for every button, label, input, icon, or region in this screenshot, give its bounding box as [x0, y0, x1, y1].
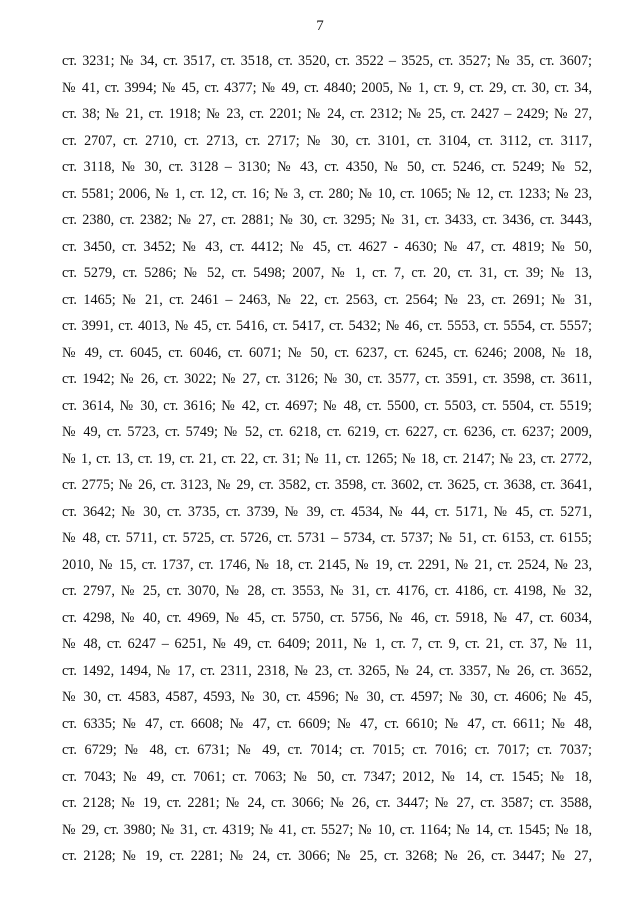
body-text — [62, 48, 592, 870]
text-line: № 49, ст. 6045, ст. 6046, ст. 6071; № 50, ст. 6237, ст. 6245, ст. 6246; 2008, № 18, — [62, 344, 592, 361]
text-line: ст. 3450, ст. 3452; № 43, ст. 4412; № 45, ст. 4627 - 4630; № 47, ст. 4819; № 50, — [62, 238, 592, 255]
text-line: ст. 2707, ст. 2710, ст. 2713, ст. 2717; № 30, ст. 3101, ст. 3104, ст. 3112, ст. 3117, — [62, 132, 592, 149]
text-line: ст. 7043; № 49, ст. 7061; ст. 7063; № 50, ст. 7347; 2012, № 14, ст. 1545; № 18, — [62, 768, 592, 785]
text-line: ст. 3231; № 34, ст. 3517, ст. 3518, ст. 3520, ст. 3522 – 3525, ст. 3527; № 35, ст. 3607; — [62, 53, 592, 69]
text-line: ст. 3614, № 30, ст. 3616; № 42, ст. 4697; № 48, ст. 5500, ст. 5503, ст. 5504, ст. 5519; — [62, 397, 592, 414]
text-line: № 49, ст. 5723, ст. 5749; № 52, ст. 6218, ст. 6219, ст. 6227, ст. 6236, ст. 6237; 2009, — [62, 424, 592, 440]
text-line: ст. 3642; № 30, ст. 3735, ст. 3739, № 39, ст. 4534, № 44, ст. 5171, № 45, ст. 5271, — [62, 503, 592, 520]
text-line: ст. 5581; 2006, № 1, ст. 12, ст. 16; № 3, ст. 280; № 10, ст. 1065; № 12, ст. 1233; № 23, — [62, 185, 592, 202]
text-line: ст. 2380, ст. 2382; № 27, ст. 2881; № 30, ст. 3295; № 31, ст. 3433, ст. 3436, ст. 3443, — [62, 212, 592, 228]
text-line: ст. 6729; № 48, ст. 6731; № 49, ст. 7014; ст. 7015; ст. 7016; ст. 7017; ст. 7037; — [62, 742, 592, 758]
text-line: № 48, ст. 5711, ст. 5725, ст. 5726, ст. 5731 – 5734, ст. 5737; № 51, ст. 6153, ст. 6155; — [62, 530, 592, 546]
text-line: ст. 3991, ст. 4013, № 45, ст. 5416, ст. 5417, ст. 5432; № 46, ст. 5553, ст. 5554, ст. 5557; — [62, 318, 592, 334]
text-line: ст. 2128; № 19, ст. 2281; № 24, ст. 3066; № 25, ст. 3268; № 26, ст. 3447; № 27, — [62, 848, 592, 864]
text-line: ст. 4298, № 40, ст. 4969, № 45, ст. 5750, ст. 5756, № 46, ст. 5918, № 47, ст. 6034, — [62, 609, 592, 626]
text-line: № 48, ст. 6247 – 6251, № 49, ст. 6409; 2011, № 1, ст. 7, ст. 9, ст. 21, ст. 37, № 11, — [62, 636, 592, 652]
text-line: ст. 3118, № 30, ст. 3128 – 3130; № 43, ст. 4350, № 50, ст. 5246, ст. 5249; № 52, — [62, 159, 592, 175]
text-line: ст. 38; № 21, ст. 1918; № 23, ст. 2201; № 24, ст. 2312; № 25, ст. 2427 – 2429; № 27, — [62, 106, 592, 122]
text-line: ст. 2797, № 25, ст. 3070, № 28, ст. 3553, № 31, ст. 4176, ст. 4186, ст. 4198, № 32, — [62, 583, 592, 599]
text-line: ст. 5279, ст. 5286; № 52, ст. 5498; 2007, № 1, ст. 7, ст. 20, ст. 31, ст. 39; № 13, — [62, 265, 592, 281]
text-line: ст. 1465; № 21, ст. 2461 – 2463, № 22, ст. 2563, ст. 2564; № 23, ст. 2691; № 31, — [62, 291, 592, 308]
page-number: 7 — [316, 18, 324, 34]
text-line: № 1, ст. 13, ст. 19, ст. 21, ст. 22, ст. 31; № 11, ст. 1265; № 18, ст. 2147; № 23, ст. 2772, — [62, 450, 592, 467]
text-line: ст. 2128; № 19, ст. 2281; № 24, ст. 3066; № 26, ст. 3447; № 27, ст. 3587; ст. 3588, — [62, 795, 592, 811]
text-line: № 30, ст. 4583, 4587, 4593, № 30, ст. 4596; № 30, ст. 4597; № 30, ст. 4606; № 45, — [62, 689, 592, 705]
text-line: ст. 1942; № 26, ст. 3022; № 27, ст. 3126; № 30, ст. 3577, ст. 3591, ст. 3598, ст. 3611, — [62, 371, 592, 387]
text-line: № 29, ст. 3980; № 31, ст. 4319; № 41, ст. 5527; № 10, ст. 1164; № 14, ст. 1545; № 18, — [62, 821, 592, 838]
text-line: № 41, ст. 3994; № 45, ст. 4377; № 49, ст. 4840; 2005, № 1, ст. 9, ст. 29, ст. 30, ст. 34, — [62, 79, 592, 96]
text-line: ст. 2775; № 26, ст. 3123, № 29, ст. 3582, ст. 3598, ст. 3602, ст. 3625, ст. 3638, ст. 3641, — [62, 477, 592, 493]
text-line: 2010, № 15, ст. 1737, ст. 1746, № 18, ст. 2145, № 19, ст. 2291, № 21, ст. 2524, № 23, — [62, 556, 592, 573]
text-line: ст. 1492, 1494, № 17, ст. 2311, 2318, № 23, ст. 3265, № 24, ст. 3357, № 26, ст. 3652, — [62, 662, 592, 679]
text-line: ст. 6335; № 47, ст. 6608; № 47, ст. 6609; № 47, ст. 6610; № 47, ст. 6611; № 48, — [62, 715, 592, 732]
